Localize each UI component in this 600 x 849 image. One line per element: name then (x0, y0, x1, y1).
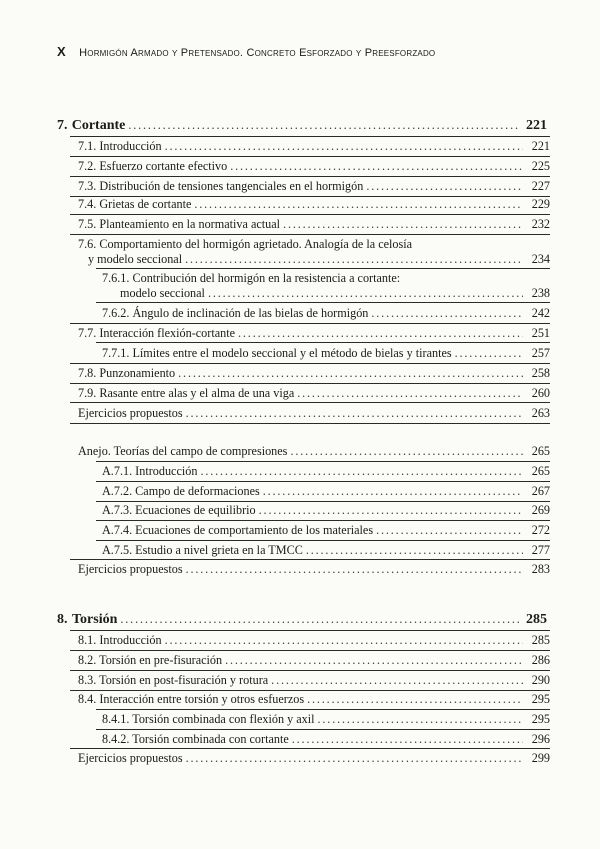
toc-entry[interactable]: A.7.3. Ecuaciones de equilibrio . . . 269 (102, 502, 550, 518)
divider (70, 630, 550, 631)
toc-entry[interactable]: modelo seccional . . . 238 (120, 285, 550, 301)
divider (70, 650, 550, 651)
toc-entry[interactable]: 7.6.2. Ángulo de inclinación de las bielas de hormigón . . . 242 (102, 305, 550, 321)
toc-entry[interactable]: 8.1. Introducción . . . 285 (78, 632, 550, 648)
divider (70, 363, 550, 364)
divider (96, 268, 550, 269)
toc-entry[interactable]: Ejercicios propuestos . . . 299 (78, 750, 550, 766)
toc-entry[interactable]: 7.9. Rasante entre alas y el alma de una viga . . . 260 (78, 385, 550, 401)
toc-entry[interactable]: A.7.4. Ecuaciones de comportamiento de los materiales . . . 272 (102, 522, 550, 538)
divider (96, 729, 550, 730)
chapter-number: 8. (57, 612, 68, 627)
chapter-page: 221 (526, 118, 547, 133)
chapter-title: Torsión (72, 612, 118, 627)
divider (70, 748, 550, 749)
divider (70, 559, 550, 560)
divider (70, 176, 550, 177)
toc-entry[interactable]: Ejercicios propuestos . . . 263 (78, 405, 550, 421)
toc-entry[interactable]: 7.7. Interacción flexión-cortante . . . 251 (78, 325, 550, 341)
page-roman-number: X (57, 44, 66, 59)
divider (70, 423, 550, 424)
toc-entry[interactable]: 8.3. Torsión en post-fisuración y rotura . . . 290 (78, 672, 550, 688)
toc-entry[interactable]: 8.4. Interacción entre torsión y otros esfuerzos . . . 295 (78, 691, 550, 707)
divider (96, 709, 550, 710)
divider (70, 323, 550, 324)
toc-entry[interactable]: 7.1. Introducción . . . 221 (78, 138, 550, 154)
toc-entry[interactable]: A.7.5. Estudio a nivel grieta en la TMCC . . . 277 (102, 542, 550, 558)
toc-entry-line1: 7.6.1. Contribución del hormigón en la resistencia a cortante: (102, 271, 401, 285)
divider (70, 383, 550, 384)
toc-entry[interactable]: 7.7.1. Límites entre el modelo seccional y el método de bielas y tirantes . . . 257 (102, 345, 550, 361)
toc-chapter-7[interactable] (57, 117, 547, 134)
chapter-title: Cortante (71, 118, 126, 133)
divider (70, 214, 550, 215)
toc-entry[interactable]: A.7.2. Campo de deformaciones . . . 267 (102, 483, 550, 499)
divider (70, 670, 550, 671)
toc-entry-line1: 7.6. Comportamiento del hormigón agrietado. Analogía de la celosía (78, 237, 413, 251)
divider (70, 402, 550, 403)
divider (96, 540, 550, 541)
toc-entry[interactable]: y modelo seccional . . . 234 (88, 251, 550, 267)
toc-entry[interactable]: 7.2. Esfuerzo cortante efectivo . . . 225 (78, 158, 550, 174)
divider (96, 481, 550, 482)
divider (70, 136, 550, 137)
toc-entry[interactable]: 7.4. Grietas de cortante . . . 229 (78, 196, 550, 212)
book-title: Hormigón Armado y Pretensado. Concreto Esforzado y Preesforzado (79, 47, 436, 59)
toc-entry[interactable]: 8.2. Torsión en pre-fisuración . . . 286 (78, 652, 550, 668)
toc-entry[interactable]: A.7.1. Introducción . . . 265 (102, 463, 550, 479)
chapter-page: 285 (526, 612, 547, 627)
divider (96, 302, 550, 303)
divider (96, 342, 550, 343)
toc-chapter-8[interactable] (57, 611, 547, 628)
toc-entry[interactable]: 8.4.1. Torsión combinada con flexión y axil . . . 295 (102, 711, 550, 727)
chapter-number: 7. (57, 118, 68, 133)
toc-annex-title[interactable]: Anejo. Teorías del campo de compresiones . . . 265 (78, 443, 550, 459)
toc-entry[interactable]: Ejercicios propuestos . . . 283 (78, 561, 550, 577)
toc-entry[interactable]: 7.3. Distribución de tensiones tangenciales en el hormigón . . . 227 (78, 178, 550, 194)
divider (70, 234, 550, 235)
running-header (57, 44, 435, 59)
toc-entry[interactable]: 8.4.2. Torsión combinada con cortante . . . 296 (102, 731, 550, 747)
toc-entry[interactable]: 7.8. Punzonamiento . . . 258 (78, 365, 550, 381)
divider (96, 461, 550, 462)
toc-entry[interactable]: 7.5. Planteamiento en la normativa actual . . . 232 (78, 216, 550, 232)
divider (70, 156, 550, 157)
divider (96, 520, 550, 521)
